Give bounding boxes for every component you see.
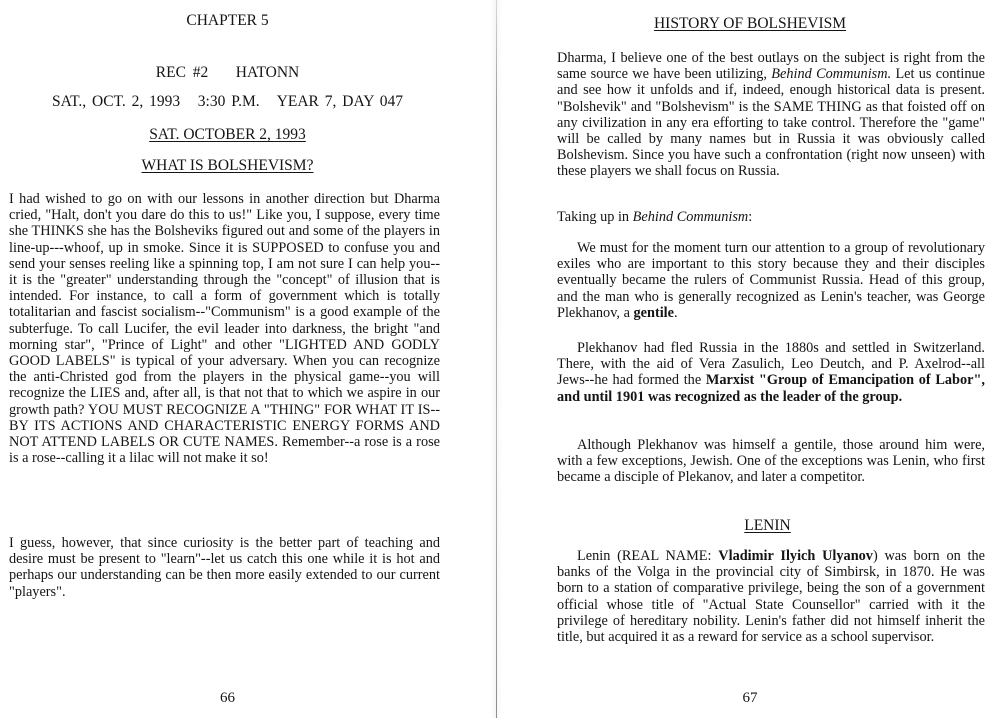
section-heading: [0, 157, 455, 175]
left-page: [0, 0, 495, 718]
date-heading: [0, 126, 455, 144]
quote-paragraph-3-text: Although Plekhanov was himself a gentile, those around him were, with a few exceptions, Jewish. One of the exceptions was Lenin, who first became a disciple of Plekanov, and later a competitor.: [557, 437, 985, 486]
page-number-right: 67: [742, 690, 758, 706]
date-line: SAT., OCT. 2, 1993 3:30 P.M. YEAR 7, DAY 047: [52, 93, 403, 110]
q2-after: .: [898, 388, 903, 405]
q2-bold: Marxist "Group of Emancipation of Labor", and until 1901 was recognized as the leader of the group: [557, 372, 985, 405]
q1-text: We must for the moment turn our attention to a group of revolutionary exiles who are important to this story because they and their disciples eventually became the rulers of Communist Russia. Head of this group, and the man who is generally recognized as Lenin's teacher, was George Plekhanov, a: [557, 240, 985, 321]
lenin-heading-text: LENIN: [744, 517, 791, 534]
right-paragraph-2-text: [557, 209, 985, 225]
q4-bold: Vladimir Ilyich Ulyanov: [718, 548, 873, 564]
page-number-left: 66: [220, 690, 235, 706]
right-paragraph-1-text: [557, 50, 985, 180]
running-head: [500, 15, 1000, 33]
running-head-text: HISTORY OF BOLSHEVISM: [653, 15, 847, 32]
q1-after: .: [674, 304, 678, 321]
left-paragraph-1-text: I had wished to go on with our lessons in another direction but Dharma cried, "Halt, don't you dare do this to us!" Like you, I suppose, every time she THINKS she has the Bolsheviks figured out and some of the players in line-up---whoof, up in smoke. Since it is SUPPOSED to confuse you and send your senses reeling like a spinning top, I am not sure I can help you--it is the "greater" understanding through the "concept" of illusion that is intended. For instance, to call a form of government which is totally totalitarian and fascist socialism--"Communism" is a good example of the subterfuge. To call Lucifer, the evil leader into darkness, the bright "and morning star", "Prince of Light" and other "LIGHTED AND GODLY GOOD LABELS" is typical of your adversary. When you can recognize the anti-Christed god from the players in the physical game--you will recognize the LIES and, after all, is that not that to which we aspire in our growth path? YOU MUST RECOGNIZE A "THING" FOR WHAT IT IS--BY ITS ACTIONS AND CHARACTERISTIC ENERGY FORMS AND NOT ATTEND LABELS OR CUTE NAMES. Remember--a rose is a rose is a rose--calling it a lilac will not make it so!: [9, 191, 440, 467]
right-paragraph-2: [557, 209, 985, 225]
book-gutter: [496, 0, 497, 718]
quote-paragraph-3: [557, 437, 985, 486]
q2-text: Plekhanov had fled Russia in the 1880s and settled in Switzerland. There, with the aid of Vera Zasulich, Leo Deutch, and P. Axelrod--all Jews--he had formed the: [557, 340, 985, 389]
q1-bold: gentile: [633, 304, 674, 321]
section-heading-text: WHAT IS BOLSHEVISM?: [141, 157, 314, 174]
left-paragraph-2: [9, 535, 440, 600]
right-page: [500, 0, 1001, 718]
rec-line: REC #2 HATONN: [155, 64, 300, 81]
book-title-italic-2: Behind Communism: [632, 209, 749, 225]
left-paragraph-2-text: I guess, however, that since curiosity is the better part of teaching and desire must be present to "learn"--let us catch this one while it is hot and perhaps our understanding can be then more easily extended to our current "players".: [9, 535, 440, 600]
rp1-before: Dharma, I believe one of the best outlays on the subject is right from the same source we have been utilizing,: [557, 50, 985, 83]
quote-paragraph-1: [557, 240, 985, 321]
chapter-heading: CHAPTER 5: [186, 12, 269, 29]
rp1-after: Let us continue and see how it unfolds and if, indeed, enough historical data is present. "Bolshevik" and "Bolshevism" is the SAME THING as that foisted off on any civilization in any era efforting to take control. Therefore the "game" will be called by many names but in Russia it was obviously called Bolshevism. Since you have such a confrontation (right now unseen) with these players we shall focus on Russia.: [557, 66, 986, 180]
quote-paragraph-4-text: [557, 548, 985, 645]
rp2-after: :: [748, 209, 753, 225]
quote-paragraph-2: [557, 340, 985, 405]
quote-paragraph-4: [557, 548, 985, 645]
book-title-italic: Behind Communism.: [771, 66, 892, 83]
rp2-before: Taking up in: [557, 209, 633, 225]
date-heading-text: SAT. OCTOBER 2, 1993: [149, 126, 306, 143]
q4-before: Lenin (REAL NAME:: [577, 548, 719, 564]
right-paragraph-1: [557, 50, 985, 180]
quote-paragraph-2-text: [557, 340, 985, 405]
left-paragraph-1: [9, 191, 440, 466]
lenin-heading: [500, 517, 1001, 535]
quote-paragraph-1-text: [557, 240, 985, 321]
q4-after: ) was born on the banks of the Volga in the provincial city of Simbirsk, in 1870. He was born to a station of comparative privilege, being the son of a government official whose title of "Actual State Counsellor" carried with it the privilege of hereditary nobility. Lenin's father did not himself inherit the title, but acquired it as a reward for service as a school supervisor.: [557, 548, 985, 646]
